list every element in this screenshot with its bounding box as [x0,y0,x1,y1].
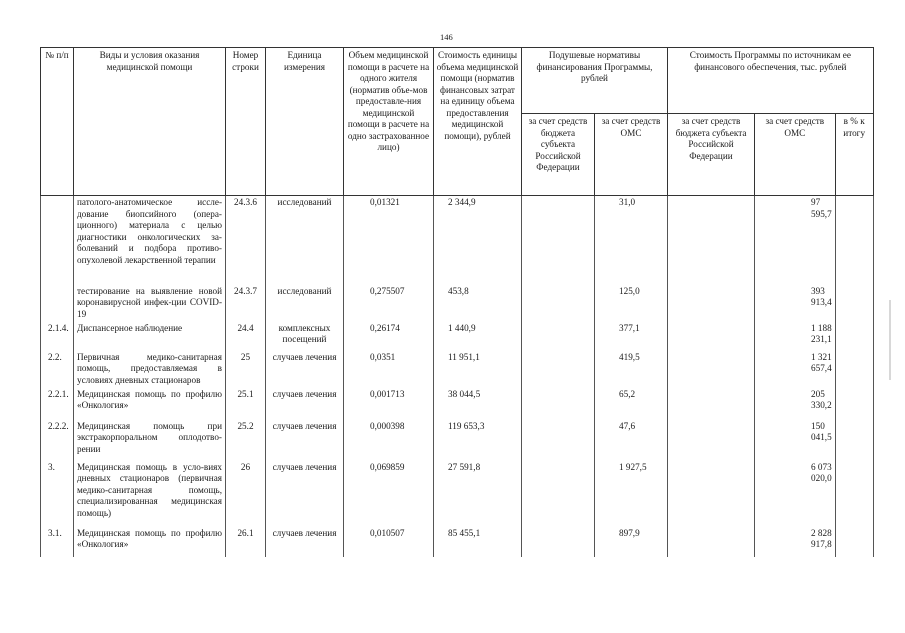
row-line: 26 [226,461,266,527]
header-volume: Объем медицинской помощи в расчете на одного жителя (норматив объе-мов предоставле-ния медицинской помощи в расчете на одно застрахованное лицо) [344,48,434,196]
table-row [41,527,874,557]
row-volume: 0,0351 [344,351,434,388]
row-norm-budget [522,461,595,527]
row-program-budget [668,196,755,285]
row-norm-budget [522,527,595,557]
row-cost: 453,8 [434,285,522,322]
row-program-budget [668,322,755,351]
row-volume: 0,000398 [344,420,434,461]
row-line: 24.3.6 [226,196,266,285]
subheader-norm-oms: за счет средств ОМС [595,114,668,196]
row-cost: 27 591,8 [434,461,522,527]
row-percent [835,196,873,285]
row-program-oms: 97 595,7 [755,196,836,285]
program-cost-table [40,47,874,557]
header-kind: Виды и условия оказания медицинской помощи [74,48,226,196]
subheader-norm-budget: за счет средств бюджета субъекта Российской Федерации [522,114,595,196]
table-row [41,388,874,420]
row-percent [835,388,873,420]
row-percent [835,461,873,527]
row-line: 25.2 [226,420,266,461]
row-volume: 0,26174 [344,322,434,351]
row-line: 25 [226,351,266,388]
row-norm-oms: 897,9 [595,527,668,557]
row-line: 26.1 [226,527,266,557]
row-unit: случаев лечения [266,420,344,461]
row-number: 3. [41,461,74,527]
row-volume: 0,275507 [344,285,434,322]
row-norm-oms: 125,0 [595,285,668,322]
row-cost: 1 440,9 [434,322,522,351]
row-kind: Диспансерное наблюдение [74,322,226,351]
row-percent [835,285,873,322]
row-volume: 0,01321 [344,196,434,285]
row-norm-oms: 65,2 [595,388,668,420]
table-body [41,196,874,557]
row-kind: Медицинская помощь по профилю «Онкология» [74,388,226,420]
row-volume: 0,010507 [344,527,434,557]
row-program-budget [668,420,755,461]
row-unit: случаев лечения [266,527,344,557]
row-program-oms: 2 828 917,8 [755,527,836,557]
row-program-budget [668,388,755,420]
table-row [41,322,874,351]
row-program-oms: 150 041,5 [755,420,836,461]
row-line: 25.1 [226,388,266,420]
row-norm-oms: 31,0 [595,196,668,285]
subheader-program-oms: за счет средств ОМС [755,114,836,196]
row-kind: патолого-анатомическое иссле-дование биопсийного (опера-ционного) материала с целью диагностики онкологических за-болеваний и подбора противо-опухолевой лекарственной терапии [74,196,226,285]
row-number: 2.2.1. [41,388,74,420]
page-number: 146 [440,32,453,42]
header-line: Номер строки [226,48,266,196]
row-volume: 0,001713 [344,388,434,420]
header-group-norms: Подушевые нормативы финансирования Программы, рублей [522,48,668,114]
row-program-oms: 1 321 657,4 [755,351,836,388]
row-program-oms: 205 330,2 [755,388,836,420]
subheader-program-budget: за счет средств бюджета субъекта Российской Федерации [668,114,755,196]
row-program-budget [668,527,755,557]
row-line: 24.3.7 [226,285,266,322]
row-program-oms: 6 073 020,0 [755,461,836,527]
row-number: 2.2.2. [41,420,74,461]
row-norm-oms: 377,1 [595,322,668,351]
row-norm-oms: 419,5 [595,351,668,388]
row-kind: тестирование на выявление новой коронавирусной инфек-ции COVID-19 [74,285,226,322]
row-norm-oms: 1 927,5 [595,461,668,527]
row-kind: Медицинская помощь в усло-виях дневных стационаров (первичная медико-санитарная помощь, специализированная медицинская помощь) [74,461,226,527]
row-volume: 0,069859 [344,461,434,527]
row-number: 3.1. [41,527,74,557]
row-percent [835,322,873,351]
row-unit: случаев лечения [266,388,344,420]
row-percent [835,527,873,557]
row-norm-oms: 47,6 [595,420,668,461]
table-row [41,351,874,388]
row-percent [835,351,873,388]
row-norm-budget [522,388,595,420]
row-cost: 119 653,3 [434,420,522,461]
row-kind: Медицинская помощь при экстракорпоральном оплодотво-рении [74,420,226,461]
scan-mark [889,300,891,380]
row-number [41,285,74,322]
row-line: 24.4 [226,322,266,351]
row-norm-budget [522,420,595,461]
row-norm-budget [522,196,595,285]
header-cost: Стоимость единицы объема медицинской помощи (норматив финансовых затрат на единицу объема предоставления медицинской помощи), рублей [434,48,522,196]
row-kind: Первичная медико-санитарная помощь, предоставляемая в условиях дневных стационаров [74,351,226,388]
row-cost: 11 951,1 [434,351,522,388]
row-kind: Медицинская помощь по профилю «Онкология» [74,527,226,557]
row-percent [835,420,873,461]
table-row [41,196,874,285]
row-program-budget [668,351,755,388]
row-number [41,196,74,285]
row-unit: комплексных посещений [266,322,344,351]
header-unit: Единица измерения [266,48,344,196]
row-cost: 2 344,9 [434,196,522,285]
row-cost: 38 044,5 [434,388,522,420]
table-row [41,461,874,527]
row-norm-budget [522,351,595,388]
table-row [41,420,874,461]
row-unit: случаев лечения [266,461,344,527]
row-program-budget [668,285,755,322]
row-number: 2.2. [41,351,74,388]
row-number: 2.1.4. [41,322,74,351]
row-unit: исследований [266,196,344,285]
row-unit: случаев лечения [266,351,344,388]
table-row [41,285,874,322]
row-unit: исследований [266,285,344,322]
row-program-budget [668,461,755,527]
subheader-program-percent: в % к итогу [835,114,873,196]
row-norm-budget [522,285,595,322]
header-no: № п/п [41,48,74,196]
row-cost: 85 455,1 [434,527,522,557]
header-group-program: Стоимость Программы по источникам ее финансового обеспечения, тыс. рублей [668,48,874,114]
row-program-oms: 393 913,4 [755,285,836,322]
row-norm-budget [522,322,595,351]
row-program-oms: 1 188 231,1 [755,322,836,351]
